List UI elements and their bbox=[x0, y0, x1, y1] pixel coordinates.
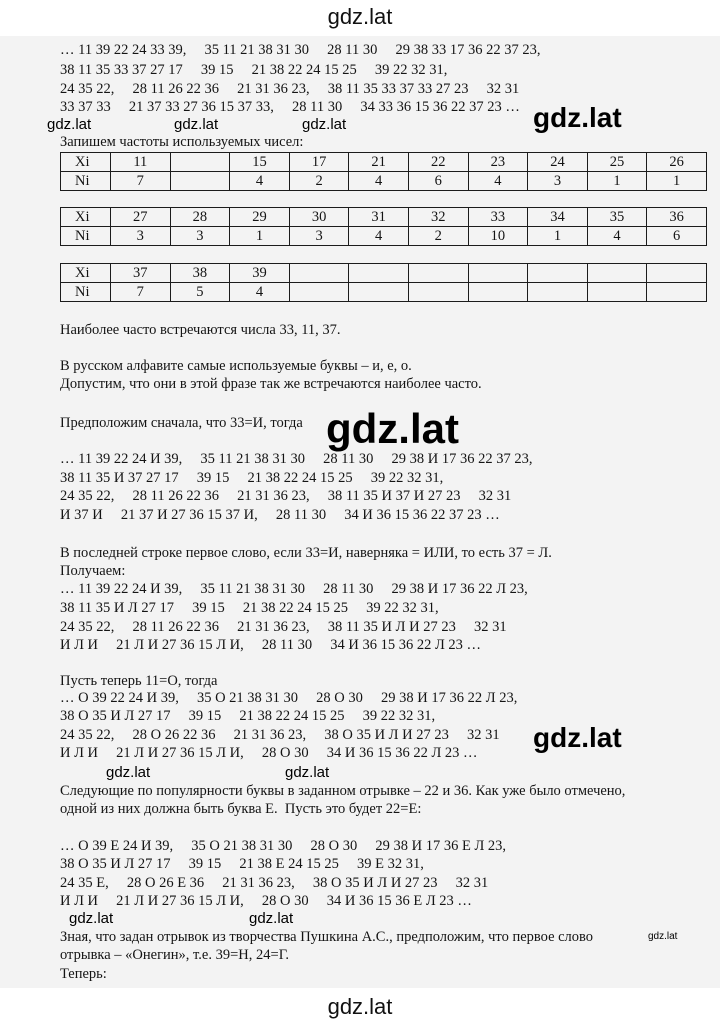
cipher-line: И Л И 21 Л И 27 36 15 Л И, 28 О 30 34 И 36 15 36 Е Л 23 … bbox=[60, 893, 472, 909]
table-cell: 34 bbox=[528, 208, 588, 227]
table-cell bbox=[647, 264, 707, 283]
table-cell bbox=[468, 283, 528, 302]
freq-caption: Запишем частоты используемых чисел: bbox=[60, 134, 304, 150]
table-cell: 3 bbox=[289, 227, 349, 246]
cipher-line: 24 35 22, 28 11 26 22 36 21 31 36 23, 38 11 35 И 37 И 27 23 32 31 bbox=[60, 488, 512, 504]
table-cell: 6 bbox=[647, 227, 707, 246]
table-cell: 25 bbox=[587, 153, 647, 172]
cipher-line: … 11 39 22 24 33 39, 35 11 21 38 31 30 28 11 30 29 38 33 17 36 22 37 23, bbox=[60, 42, 541, 58]
watermark: gdz.lat bbox=[47, 116, 92, 133]
table-cell bbox=[349, 283, 409, 302]
table-cell: 3 bbox=[528, 172, 588, 191]
paragraph: отрывка – «Онегин», т.е. 39=Н, 24=Г. bbox=[60, 947, 290, 963]
table-cell: 28 bbox=[170, 208, 230, 227]
table-cell bbox=[408, 264, 468, 283]
table-cell: 4 bbox=[349, 172, 409, 191]
table-row bbox=[61, 227, 707, 246]
cipher-line: … О 39 Е 24 И 39, 35 О 21 38 31 30 28 О 30 29 38 И 17 36 Е Л 23, bbox=[60, 838, 507, 854]
cipher-line: 33 37 33 21 37 33 27 36 15 37 33, 28 11 30 34 33 36 15 36 22 37 23 … bbox=[60, 99, 520, 115]
table-cell: 4 bbox=[468, 172, 528, 191]
table-cell: 36 bbox=[647, 208, 707, 227]
table-cell bbox=[528, 283, 588, 302]
table-cell: 4 bbox=[349, 227, 409, 246]
table-cell: Ni bbox=[61, 227, 111, 246]
watermark: gdz.lat bbox=[533, 102, 622, 133]
cipher-line: 24 35 22, 28 О 26 22 36 21 31 36 23, 38 О 35 И Л И 27 23 32 31 bbox=[60, 727, 500, 743]
table-cell: 7 bbox=[111, 172, 171, 191]
table-cell: 21 bbox=[349, 153, 409, 172]
paragraph: одной из них должна быть буква Е. Пусть это будет 22=Е: bbox=[60, 801, 422, 817]
cipher-line: 38 О 35 И Л 27 17 39 15 21 38 Е 24 15 25 39 Е 32 31, bbox=[60, 856, 424, 872]
table-cell bbox=[170, 172, 230, 191]
table-cell bbox=[170, 153, 230, 172]
table-cell: 4 bbox=[230, 283, 290, 302]
table-cell bbox=[289, 283, 349, 302]
table-cell: 33 bbox=[468, 208, 528, 227]
table-cell: 22 bbox=[408, 153, 468, 172]
table-cell: 27 bbox=[111, 208, 171, 227]
table-row bbox=[61, 172, 707, 191]
table-cell: 15 bbox=[230, 153, 290, 172]
table-cell: Xi bbox=[61, 264, 111, 283]
table-cell: 7 bbox=[111, 283, 171, 302]
table-row bbox=[61, 153, 707, 172]
watermark: gdz.lat bbox=[302, 116, 347, 133]
site-footer-watermark: gdz.lat bbox=[327, 994, 393, 1019]
watermark: gdz.lat bbox=[648, 931, 678, 942]
table-cell: 26 bbox=[647, 153, 707, 172]
table-cell: 4 bbox=[587, 227, 647, 246]
table-cell: 10 bbox=[468, 227, 528, 246]
table-cell bbox=[587, 283, 647, 302]
table-cell bbox=[349, 264, 409, 283]
cipher-line: … 11 39 22 24 И 39, 35 11 21 38 31 30 28 11 30 29 38 И 17 36 22 Л 23, bbox=[60, 581, 528, 597]
watermark: gdz.lat bbox=[326, 405, 459, 452]
table-cell: Xi bbox=[61, 208, 111, 227]
watermark: gdz.lat bbox=[533, 722, 622, 753]
paragraph: Получаем: bbox=[60, 563, 126, 579]
table-cell: 2 bbox=[408, 227, 468, 246]
cipher-line: 38 11 35 И 37 27 17 39 15 21 38 22 24 15 25 39 22 32 31, bbox=[60, 470, 444, 486]
table-cell: 23 bbox=[468, 153, 528, 172]
table-cell: 4 bbox=[230, 172, 290, 191]
table-cell: 38 bbox=[170, 264, 230, 283]
watermark: gdz.lat bbox=[174, 116, 219, 133]
cipher-line: 38 11 35 И Л 27 17 39 15 21 38 22 24 15 25 39 22 32 31, bbox=[60, 600, 439, 616]
table-cell bbox=[587, 264, 647, 283]
table-cell: 39 bbox=[230, 264, 290, 283]
table-cell: 31 bbox=[349, 208, 409, 227]
table-cell: 1 bbox=[528, 227, 588, 246]
table-cell bbox=[408, 283, 468, 302]
table-cell: 3 bbox=[170, 227, 230, 246]
table-cell: 1 bbox=[587, 172, 647, 191]
table-cell: 1 bbox=[647, 172, 707, 191]
table-cell: Xi bbox=[61, 153, 111, 172]
table-cell: 2 bbox=[289, 172, 349, 191]
table-cell: 24 bbox=[528, 153, 588, 172]
paragraph: В последней строке первое слово, если 33=И, наверняка = ИЛИ, то есть 37 = Л. bbox=[60, 545, 552, 561]
table-cell bbox=[289, 264, 349, 283]
watermark: gdz.lat bbox=[249, 910, 294, 927]
cipher-line: И 37 И 21 37 И 27 36 15 37 И, 28 11 30 34 И 36 15 36 22 37 23 … bbox=[60, 507, 500, 523]
cipher-line: 38 О 35 И Л 27 17 39 15 21 38 22 24 15 25 39 22 32 31, bbox=[60, 708, 436, 724]
table-cell: 17 bbox=[289, 153, 349, 172]
cipher-line: 38 11 35 33 37 27 17 39 15 21 38 22 24 15 25 39 22 32 31, bbox=[60, 62, 448, 78]
frequency-table-1 bbox=[60, 152, 707, 191]
watermark: gdz.lat bbox=[285, 764, 330, 781]
table-cell bbox=[468, 264, 528, 283]
cipher-line: И Л И 21 Л И 27 36 15 Л И, 28 11 30 34 И 36 15 36 22 Л 23 … bbox=[60, 637, 482, 653]
cipher-line: 24 35 22, 28 11 26 22 36 21 31 36 23, 38 11 35 И Л И 27 23 32 31 bbox=[60, 619, 507, 635]
table-row bbox=[61, 283, 707, 302]
cipher-line: … О 39 22 24 И 39, 35 О 21 38 31 30 28 О 30 29 38 И 17 36 22 Л 23, bbox=[60, 690, 518, 706]
table-cell: 6 bbox=[408, 172, 468, 191]
table-row bbox=[61, 264, 707, 283]
table-cell: 32 bbox=[408, 208, 468, 227]
table-cell: 11 bbox=[111, 153, 171, 172]
table-cell bbox=[647, 283, 707, 302]
table-cell: Ni bbox=[61, 172, 111, 191]
paragraph: Зная, что задан отрывок из творчества Пушкина А.С., предположим, что первое слово bbox=[60, 929, 594, 945]
frequency-table-2 bbox=[60, 207, 707, 246]
paragraph: В русском алфавите самые используемые буквы – и, е, о. bbox=[60, 358, 412, 374]
watermark: gdz.lat bbox=[69, 910, 114, 927]
cipher-line: 24 35 22, 28 11 26 22 36 21 31 36 23, 38 11 35 33 37 33 27 23 32 31 bbox=[60, 81, 520, 97]
watermark: gdz.lat bbox=[106, 764, 151, 781]
paragraph: Пусть теперь 11=О, тогда bbox=[60, 673, 218, 689]
paragraph: Предположим сначала, что 33=И, тогда bbox=[60, 415, 303, 431]
cipher-line: 24 35 Е, 28 О 26 Е 36 21 31 36 23, 38 О 35 И Л И 27 23 32 31 bbox=[60, 875, 489, 891]
paragraph: Допустим, что они в этой фразе так же встречаются наиболее часто. bbox=[60, 376, 482, 392]
table-cell: 30 bbox=[289, 208, 349, 227]
table-row bbox=[61, 208, 707, 227]
table-cell: 5 bbox=[170, 283, 230, 302]
table-cell: 37 bbox=[111, 264, 171, 283]
frequency-table-3 bbox=[60, 263, 707, 302]
table-cell: 29 bbox=[230, 208, 290, 227]
paragraph: Теперь: bbox=[60, 966, 107, 982]
cipher-line: … 11 39 22 24 И 39, 35 11 21 38 31 30 28 11 30 29 38 И 17 36 22 37 23, bbox=[60, 451, 533, 467]
paragraph: Следующие по популярности буквы в заданном отрывке – 22 и 36. Как уже было отмечено, bbox=[60, 783, 626, 799]
table-cell bbox=[528, 264, 588, 283]
table-cell: 35 bbox=[587, 208, 647, 227]
table-cell: 1 bbox=[230, 227, 290, 246]
table-cell: Ni bbox=[61, 283, 111, 302]
cipher-line: И Л И 21 Л И 27 36 15 Л И, 28 О 30 34 И 36 15 36 22 Л 23 … bbox=[60, 745, 478, 761]
table-cell: 3 bbox=[111, 227, 171, 246]
site-header-watermark: gdz.lat bbox=[327, 4, 393, 29]
paragraph: Наиболее часто встречаются числа 33, 11, 37. bbox=[60, 322, 341, 338]
